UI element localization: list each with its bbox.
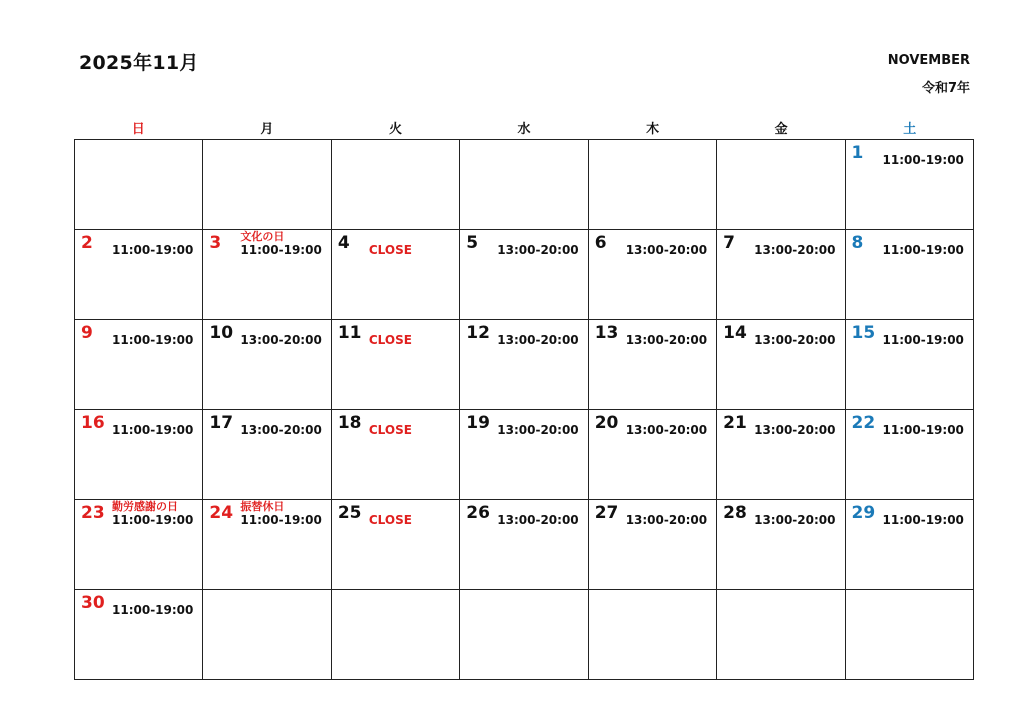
day-number: 20 [594,413,619,433]
calendar-empty-cell [75,140,203,230]
business-hours: 13:00-20:00 [497,513,579,527]
day-number: 4 [337,233,350,253]
calendar-day-cell [588,230,716,320]
day-number: 22 [851,413,876,433]
calendar-day-cell [331,410,459,500]
calendar-week-row [75,230,974,320]
calendar-day-cell [845,320,973,410]
day-number: 29 [851,503,876,523]
weekday-sunday: 日 [131,122,145,137]
business-hours: 13:00-20:00 [754,243,836,257]
calendar-empty-cell [845,590,973,680]
calendar-day-cell [331,500,459,590]
day-number: 6 [594,233,607,253]
day-number: 16 [81,413,105,433]
calendar-day-cell [460,500,588,590]
day-number: 19 [466,413,490,433]
calendar-day-cell [845,230,973,320]
calendar-day-cell [203,500,331,590]
calendar-day-cell [460,320,588,410]
calendar-empty-cell [331,590,459,680]
day-number: 8 [851,233,864,253]
weekday-tuesday: 火 [388,122,402,137]
calendar-day-cell [717,230,845,320]
calendar-day-cell [588,500,716,590]
calendar-day-cell [588,410,716,500]
day-number: 23 [81,503,105,523]
day-number: 18 [337,413,362,433]
era-year: 令和7年 [921,81,970,96]
holiday-label: 勤労感謝の日 [112,500,178,513]
business-hours: 13:00-20:00 [625,423,708,437]
weekday-friday: 金 [774,122,788,137]
calendar-day-cell [460,410,588,500]
calendar-day-cell [845,500,973,590]
business-hours: 13:00-20:00 [240,423,322,437]
business-hours: 13:00-20:00 [625,513,708,527]
calendar-week-row [75,320,974,410]
business-hours: 13:00-20:00 [240,333,322,347]
day-number: 30 [81,593,105,613]
business-hours: 13:00-20:00 [754,423,836,437]
calendar-empty-cell [331,140,459,230]
day-number: 11 [337,323,362,343]
business-hours: 11:00-19:00 [112,423,194,437]
business-hours: 11:00-19:00 [240,243,322,257]
business-hours: 11:00-19:00 [882,333,964,347]
business-hours: 13:00-20:00 [754,513,836,527]
calendar-day-cell [75,230,203,320]
calendar-day-cell [331,230,459,320]
closed-label: CLOSE [368,333,412,347]
calendar-empty-cell [717,590,845,680]
business-hours: 13:00-20:00 [754,333,836,347]
day-number: 2 [81,233,93,253]
business-hours: 11:00-19:00 [882,513,964,527]
day-number: 3 [209,233,222,253]
holiday-label: 文化の日 [240,230,285,243]
calendar-day-cell [717,500,845,590]
calendar-week-row [75,500,974,590]
calendar-day-cell [460,230,588,320]
calendar-empty-cell [717,140,845,230]
day-number: 10 [209,323,234,343]
calendar-empty-cell [460,140,588,230]
calendar-grid [74,139,974,680]
weekday-monday: 月 [260,122,274,137]
business-hours: 11:00-19:00 [112,243,194,257]
weekday-saturday: 土 [903,122,917,137]
business-hours: 13:00-20:00 [625,243,708,257]
closed-label: CLOSE [368,513,412,527]
business-hours: 11:00-19:00 [112,603,194,617]
business-hours: 11:00-19:00 [112,513,194,527]
day-number: 12 [466,323,490,343]
calendar-empty-cell [203,590,331,680]
calendar-day-cell [75,410,203,500]
calendar-day-cell [717,320,845,410]
day-number: 21 [723,413,747,433]
calendar-empty-cell [460,590,588,680]
day-number: 15 [851,323,876,343]
calendar-empty-cell [588,590,716,680]
day-number: 26 [466,503,490,523]
business-hours: 13:00-20:00 [497,243,579,257]
calendar-day-cell [845,140,973,230]
day-number: 13 [594,323,619,343]
weekday-header-row [74,118,974,138]
calendar-empty-cell [203,140,331,230]
calendar-day-cell [588,320,716,410]
page-title: 2025年11月 [79,52,199,74]
calendar-week-row [75,140,974,230]
business-hours: 13:00-20:00 [497,333,579,347]
calendar-day-cell [75,590,203,680]
business-hours: 11:00-19:00 [240,513,322,527]
calendar-week-row [75,590,974,680]
calendar-empty-cell [588,140,716,230]
weekday-wednesday: 水 [517,122,531,137]
calendar-week-row [75,410,974,500]
holiday-label: 振替休日 [240,500,285,513]
calendar-day-cell [203,230,331,320]
month-name-english: NOVEMBER [887,53,970,68]
day-number: 1 [851,143,864,163]
closed-label: CLOSE [368,243,412,257]
day-number: 5 [466,233,479,253]
calendar-day-cell [717,410,845,500]
day-number: 24 [209,503,234,523]
day-number: 28 [723,503,747,523]
closed-label: CLOSE [368,423,412,437]
day-number: 27 [594,503,619,523]
calendar-day-cell [203,410,331,500]
business-hours: 13:00-20:00 [625,333,708,347]
day-number: 14 [723,323,747,343]
calendar-day-cell [845,410,973,500]
day-number: 7 [723,233,735,253]
weekday-thursday: 木 [646,122,660,137]
day-number: 17 [209,413,234,433]
calendar-day-cell [331,320,459,410]
day-number: 9 [81,323,93,343]
day-number: 25 [337,503,362,523]
business-hours: 13:00-20:00 [497,423,579,437]
calendar-day-cell [75,500,203,590]
business-hours: 11:00-19:00 [882,243,964,257]
business-hours: 11:00-19:00 [882,153,964,167]
business-hours: 11:00-19:00 [112,333,194,347]
calendar-day-cell [203,320,331,410]
calendar-day-cell [75,320,203,410]
business-hours: 11:00-19:00 [882,423,964,437]
